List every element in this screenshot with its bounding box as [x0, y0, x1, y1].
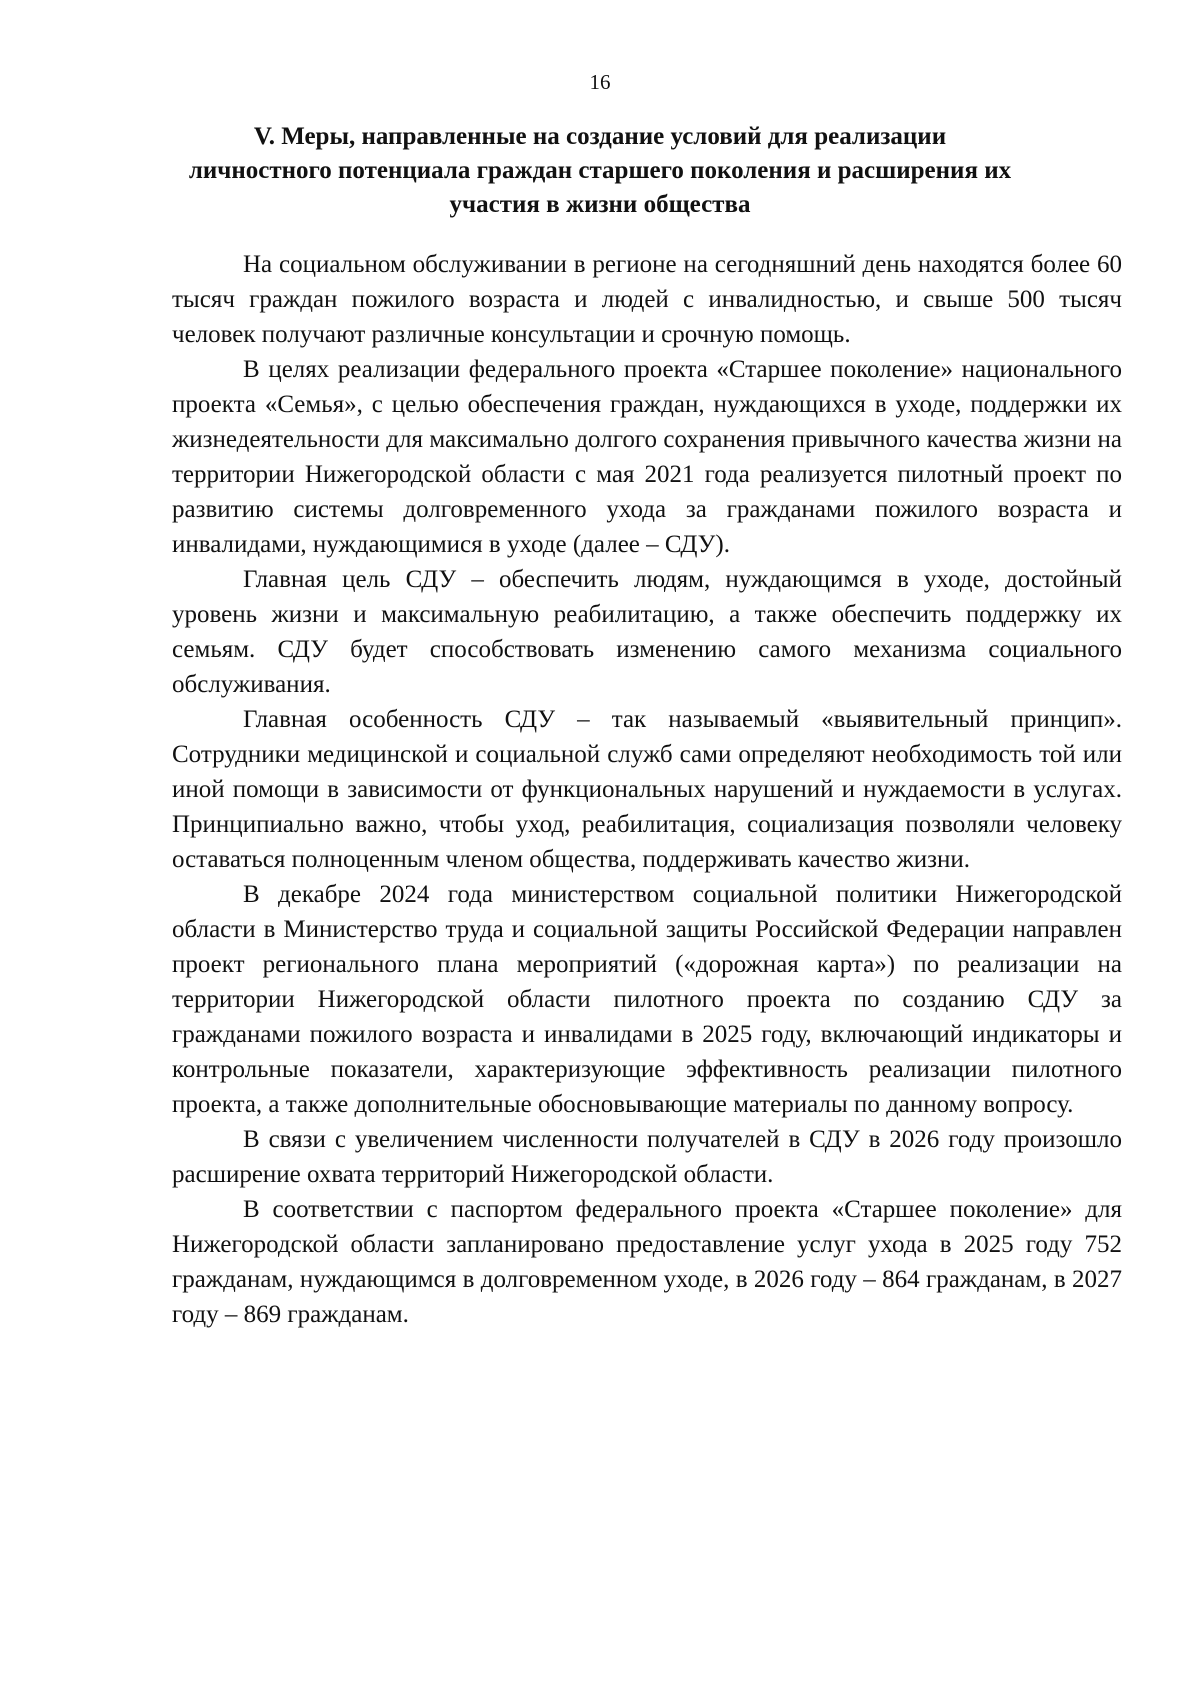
section-heading: [160, 120, 1040, 222]
paragraph: Главная цель СДУ – обеспечить людям, нуждающимся в уходе, достойный уровень жизни и максимальную реабилитацию, а также обеспечить поддержку их семьям. СДУ будет способствовать изменению самого механизма социального обслуживания.: [172, 566, 1122, 698]
section-heading-line: участия в жизни общества: [449, 191, 751, 218]
section-heading-line: V. Меры, направленные на создание условий для реализации: [253, 123, 947, 150]
paragraph: В декабре 2024 года министерством социальной политики Нижегородской области в Министерство труда и социальной защиты Российской Федерации направлен проект регионального плана мероприятий («дорожная карта») по реализации на территории Нижегородской области пилотного проекта по созданию СДУ за гражданами пожилого возраста и инвалидами в 2025 году, включающий индикаторы и контрольные показатели, характеризующие эффективность реализации пилотного проекта, а также дополнительные обосновывающие материалы по данному вопросу.: [172, 881, 1122, 1118]
page-number: 16: [589, 70, 611, 94]
section-heading-line: личностного потенциала граждан старшего поколения и расширения их: [188, 157, 1012, 184]
paragraph: На социальном обслуживании в регионе на сегодняшний день находятся более 60 тысяч граждан пожилого возраста и людей с инвалидностью, и свыше 500 тысяч человек получают различные консультации и срочную помощь.: [172, 251, 1122, 348]
paragraph: Главная особенность СДУ – так называемый «выявительный принцип». Сотрудники медицинской и социальной служб сами определяют необходимость той или иной помощи в зависимости от функциональных нарушений и нуждаемости в услугах. Принципиально важно, чтобы уход, реабилитация, социализация позволяли человеку оставаться полноценным членом общества, поддерживать качество жизни.: [172, 706, 1122, 873]
body-text: [172, 247, 1122, 1332]
paragraph: В соответствии с паспортом федерального проекта «Старшее поколение» для Нижегородской области запланировано предоставление услуг ухода в 2025 году 752 гражданам, нуждающимся в долговременном уходе, в 2026 году – 864 гражданам, в 2027 году – 869 гражданам.: [172, 1196, 1122, 1328]
paragraph: В связи с увеличением численности получателей в СДУ в 2026 году произошло расширение охвата территорий Нижегородской области.: [172, 1126, 1122, 1188]
paragraph: В целях реализации федерального проекта «Старшее поколение» национального проекта «Семья», с целью обеспечения граждан, нуждающихся в уходе, поддержки их жизнедеятельности для максимально долгого сохранения привычного качества жизни на территории Нижегородской области с мая 2021 года реализуется пилотный проект по развитию системы долговременного ухода за гражданами пожилого возраста и инвалидами, нуждающимися в уходе (далее – СДУ).: [172, 356, 1122, 558]
